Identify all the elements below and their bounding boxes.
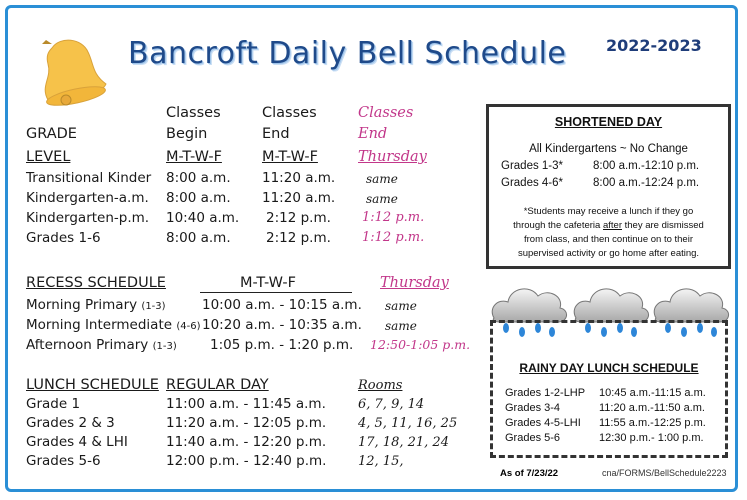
rainy-time: 11:20 a.m.-11:50 a.m.	[599, 402, 705, 414]
begin-header-3: M-T-W-F	[166, 149, 222, 165]
class-begin: 10:40 a.m.	[166, 210, 240, 226]
rainy-grades: Grades 1-2-LHP	[505, 387, 586, 399]
recess-mtwf-underline	[200, 292, 352, 293]
class-begin: 8:00 a.m.	[166, 230, 231, 246]
class-grade: Transitional Kinder	[26, 170, 152, 186]
note-part: through the cafeteria	[513, 220, 601, 231]
as-of-date: As of 7/23/22	[500, 468, 559, 479]
shortened-grades: Grades 1-3*	[501, 160, 564, 172]
begin-header-2: Begin	[166, 126, 208, 142]
lunch-grade: Grades 2 & 3	[26, 415, 115, 431]
recess-time: 10:00 a.m. - 10:15 a.m.	[202, 297, 362, 313]
recess-grades: (1-3)	[141, 301, 166, 312]
recess-name: Afternoon Primary	[26, 337, 149, 353]
rainy-grades: Grades 3-4	[505, 402, 561, 414]
file-path: cna/FORMS/BellSchedule2223	[602, 468, 727, 478]
recess-row-name	[26, 317, 200, 333]
recess-grades: (4-6)	[176, 321, 201, 332]
class-begin: 8:00 a.m.	[166, 170, 231, 186]
school-year: 2022-2023	[606, 36, 702, 55]
shortened-note-line: *Students may receive a lunch if they go	[523, 206, 694, 217]
rainy-time: 10:45 a.m.-11:15 a.m.	[599, 387, 706, 399]
lunch-title: LUNCH SCHEDULE	[26, 377, 159, 393]
class-end: 11:20 a.m.	[262, 190, 336, 206]
thu-header-2: End	[358, 126, 388, 142]
grade-header: GRADE	[26, 126, 77, 142]
thu-header-1: Classes	[358, 105, 414, 121]
recess-name: Morning Primary	[26, 297, 138, 313]
shortened-note-line: supervised activity or go home after eating.	[517, 248, 700, 259]
lunch-time: 11:00 a.m. - 11:45 a.m.	[166, 396, 326, 412]
lunch-grade: Grades 5-6	[26, 453, 101, 469]
recess-name: Morning Intermediate	[26, 317, 173, 333]
class-grade: Kindergarten-a.m.	[26, 190, 149, 206]
lunch-time: 12:00 p.m. - 12:40 p.m.	[166, 453, 327, 469]
lunch-rooms: 4, 5, 11, 16, 25	[358, 416, 458, 431]
rainy-grades: Grades 5-6	[505, 432, 561, 444]
note-part: they are dismissed	[624, 220, 704, 231]
recess-grades: (1-3)	[152, 341, 177, 352]
rainy-grades: Grades 4-5-LHI	[505, 417, 581, 429]
recess-row-name	[26, 297, 166, 313]
class-thu: same	[366, 192, 398, 206]
class-grade: Kindergarten-p.m.	[26, 210, 150, 226]
class-thu: same	[366, 172, 398, 186]
end-header-2: End	[262, 126, 290, 142]
shortened-time: 8:00 a.m.-12:10 p.m.	[593, 160, 700, 172]
recess-thu: same	[385, 319, 417, 333]
rainy-time: 11:55 a.m.-12:25 p.m.	[599, 417, 706, 429]
shortened-note-line: from class, and then continue on to their	[524, 234, 693, 245]
page-title: Bancroft Daily Bell Schedule	[128, 36, 567, 71]
level-header: LEVEL	[26, 149, 71, 165]
recess-time: 10:20 a.m. - 10:35 a.m.	[202, 317, 362, 333]
recess-mtwf-header: M-T-W-F	[240, 275, 296, 291]
lunch-rooms: 6, 7, 9, 14	[358, 397, 425, 412]
shortened-grades: Grades 4-6*	[501, 177, 564, 189]
class-end: 11:20 a.m.	[262, 170, 336, 186]
end-header-1: Classes	[262, 105, 317, 121]
shortened-note-line	[489, 220, 728, 231]
lunch-rooms-header: Rooms	[358, 378, 403, 393]
class-end: 2:12 p.m.	[266, 210, 331, 226]
recess-title: RECESS SCHEDULE	[26, 275, 166, 291]
shortened-day-box	[486, 104, 731, 269]
shortened-time: 8:00 a.m.-12:24 p.m.	[593, 177, 700, 189]
lunch-grade: Grade 1	[26, 396, 81, 412]
class-end: 2:12 p.m.	[266, 230, 331, 246]
rainy-time: 12:30 p.m.- 1:00 p.m.	[599, 432, 704, 444]
class-grade: Grades 1-6	[26, 230, 101, 246]
rainy-title: RAINY DAY LUNCH SCHEDULE	[519, 361, 699, 375]
recess-thu-header: Thursday	[380, 275, 449, 291]
thu-header-3: Thursday	[358, 149, 427, 165]
recess-time: 1:05 p.m. - 1:20 p.m.	[210, 337, 354, 353]
class-thu: 1:12 p.m.	[362, 210, 425, 225]
rainy-day-box	[490, 320, 728, 458]
bell-icon	[30, 30, 112, 110]
class-thu: 1:12 p.m.	[362, 230, 425, 245]
begin-header-1: Classes	[166, 105, 221, 121]
lunch-time: 11:40 a.m. - 12:20 p.m.	[166, 434, 327, 450]
lunch-rooms: 17, 18, 21, 24	[358, 435, 449, 450]
note-emphasis: after	[602, 220, 622, 231]
shortened-kinder: All Kindergartens ~ No Change	[529, 143, 688, 155]
lunch-grade: Grades 4 & LHI	[26, 434, 128, 450]
shortened-title: SHORTENED DAY	[554, 115, 663, 129]
class-begin: 8:00 a.m.	[166, 190, 231, 206]
lunch-time: 11:20 a.m. - 12:05 p.m.	[166, 415, 327, 431]
lunch-regular-header: REGULAR DAY	[166, 377, 269, 393]
recess-thu: 12:50-1:05 p.m.	[370, 337, 471, 352]
recess-row-name	[26, 337, 177, 353]
end-header-3: M-T-W-F	[262, 149, 318, 165]
recess-thu: same	[385, 299, 417, 313]
lunch-rooms: 12, 15,	[358, 454, 404, 469]
